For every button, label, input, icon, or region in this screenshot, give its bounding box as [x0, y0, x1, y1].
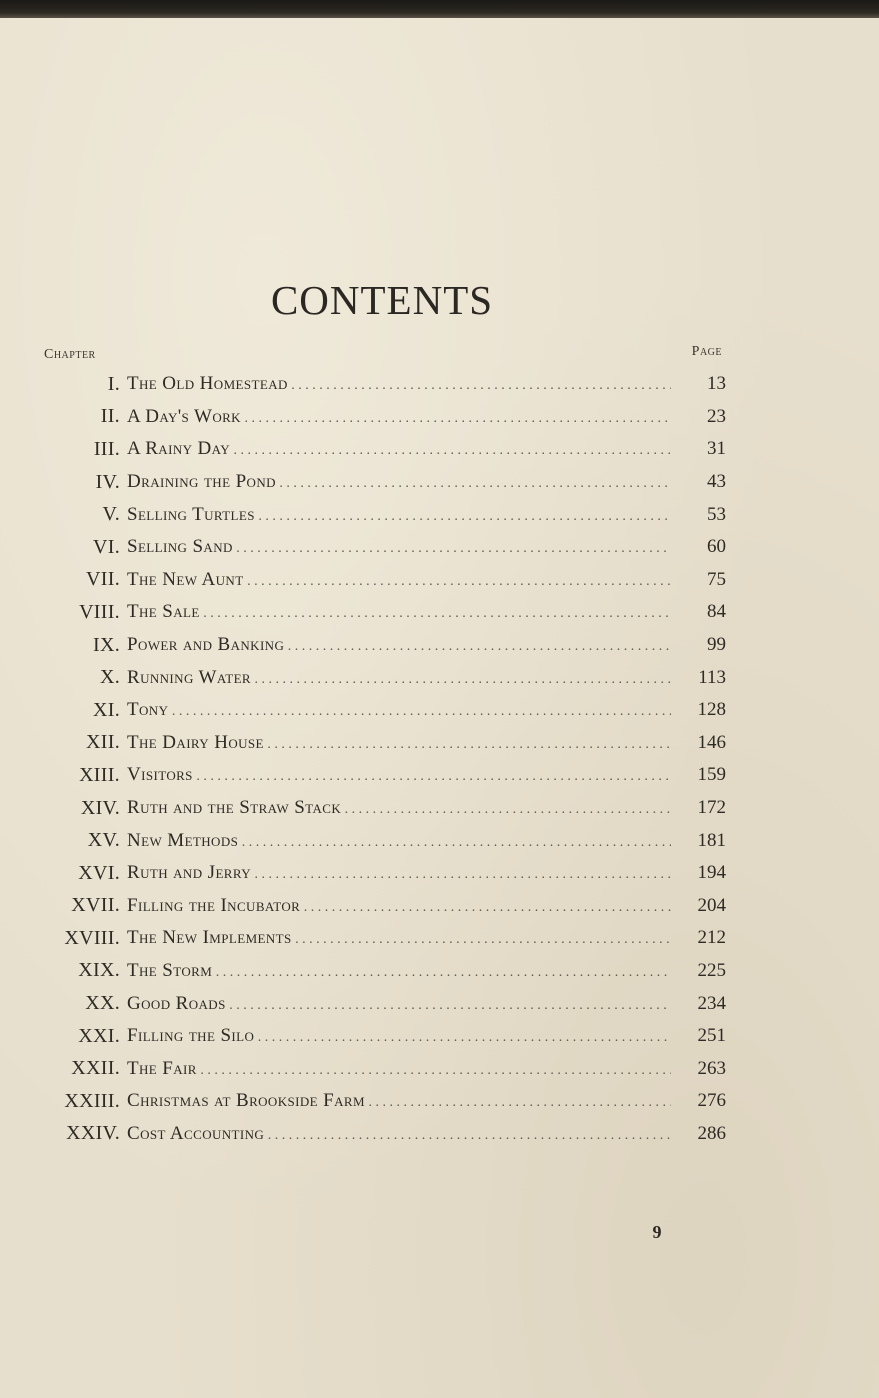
toc-entry	[0, 890, 879, 923]
chapter-page: 159	[697, 764, 726, 786]
chapter-page: 13	[707, 373, 726, 395]
chapter-number: XVI.	[78, 861, 120, 884]
chapter-number: IV.	[95, 470, 120, 493]
table-of-contents	[0, 368, 879, 1150]
chapter-page: 263	[697, 1057, 726, 1079]
chapter-title: Cost Accounting . . .	[127, 1123, 671, 1145]
chapter-number: XX.	[85, 992, 120, 1015]
toc-entry	[0, 987, 879, 1020]
chapter-page: 251	[697, 1025, 726, 1047]
chapter-number: X.	[99, 666, 120, 689]
toc-entry	[0, 759, 879, 792]
chapter-title: Good Roads . . .	[127, 993, 671, 1015]
chapter-page: 31	[707, 438, 726, 460]
toc-entry	[0, 1118, 879, 1151]
chapter-column-header: Chapter	[44, 347, 96, 362]
chapter-number: XII.	[86, 731, 120, 754]
toc-entry	[0, 466, 879, 499]
chapter-page: 212	[697, 927, 726, 949]
chapter-title: Visitors . . .	[127, 764, 671, 786]
chapter-page: 181	[697, 829, 726, 851]
chapter-title: Selling Turtles . . .	[127, 504, 671, 526]
chapter-page: 99	[707, 634, 726, 656]
chapter-page: 84	[707, 601, 726, 623]
chapter-number: VIII.	[79, 600, 120, 623]
chapter-number: IX.	[92, 633, 120, 656]
chapter-page: 194	[697, 862, 726, 884]
chapter-number: XIII.	[79, 763, 120, 786]
chapter-page: 23	[707, 405, 726, 427]
toc-entry	[0, 694, 879, 727]
toc-entry	[0, 368, 879, 401]
chapter-title: The Dairy House . . .	[127, 732, 671, 754]
chapter-number: I.	[107, 372, 120, 395]
toc-entry	[0, 857, 879, 890]
chapter-page: 60	[707, 536, 726, 558]
toc-entry	[0, 433, 879, 466]
chapter-number: XIV.	[80, 796, 120, 819]
chapter-title: The Sale . . .	[127, 601, 671, 623]
toc-entry	[0, 824, 879, 857]
chapter-number: XXII.	[71, 1057, 120, 1080]
chapter-number: XXIII.	[64, 1089, 120, 1112]
toc-entry	[0, 1085, 879, 1118]
toc-entry	[0, 955, 879, 988]
chapter-title: Ruth and the Straw Stack . . .	[127, 797, 671, 819]
chapter-page: 276	[697, 1090, 726, 1112]
chapter-title: The Fair . . .	[127, 1058, 671, 1080]
chapter-title: Filling the Incubator . . .	[127, 895, 671, 917]
chapter-title: Filling the Silo . . .	[127, 1025, 671, 1047]
chapter-number: XI.	[92, 698, 120, 721]
chapter-number: III.	[93, 437, 120, 460]
chapter-title: A Rainy Day . . .	[127, 438, 671, 460]
chapter-title: New Methods . . .	[127, 830, 671, 852]
toc-entry	[0, 531, 879, 564]
chapter-page: 53	[707, 503, 726, 525]
toc-entry	[0, 401, 879, 434]
chapter-number: XVII.	[71, 894, 120, 917]
chapter-title: Power and Banking . . .	[127, 634, 671, 656]
toc-entry	[0, 498, 879, 531]
chapter-number: XXI.	[78, 1024, 120, 1047]
page-top-edge	[0, 0, 879, 18]
chapter-number: XV.	[87, 829, 120, 852]
page-title: CONTENTS	[270, 277, 494, 323]
chapter-page: 146	[697, 731, 726, 753]
chapter-page: 234	[697, 992, 726, 1014]
chapter-page: 225	[697, 959, 726, 981]
toc-entry	[0, 661, 879, 694]
chapter-title: A Day's Work . . .	[127, 406, 671, 428]
chapter-title: The New Aunt . . .	[127, 569, 671, 591]
toc-entry	[0, 629, 879, 662]
chapter-number: V.	[102, 503, 120, 526]
toc-entry	[0, 922, 879, 955]
chapter-number: XIX.	[78, 959, 120, 982]
toc-entry	[0, 727, 879, 760]
chapter-number: XVIII.	[64, 926, 120, 949]
chapter-title: Running Water . . .	[127, 667, 671, 689]
page-number: 9	[652, 1222, 662, 1242]
toc-entry	[0, 1052, 879, 1085]
chapter-page: 172	[697, 797, 726, 819]
chapter-title: The New Implements . . .	[127, 927, 671, 949]
toc-entry	[0, 1020, 879, 1053]
page-column-header: Page	[691, 344, 722, 359]
toc-entry	[0, 564, 879, 597]
chapter-number: XXIV.	[66, 1122, 120, 1145]
chapter-title: Christmas at Brookside Farm . . .	[127, 1090, 671, 1112]
chapter-number: VI.	[92, 535, 120, 558]
chapter-page: 204	[697, 894, 726, 916]
chapter-page: 113	[698, 666, 726, 688]
chapter-title: Tony . . .	[127, 699, 671, 721]
chapter-title: Ruth and Jerry . . .	[127, 862, 671, 884]
chapter-title: Selling Sand . . .	[127, 536, 671, 558]
chapter-title: Draining the Pond . . .	[127, 471, 671, 493]
chapter-page: 75	[707, 568, 726, 590]
chapter-page: 286	[697, 1122, 726, 1144]
toc-entry	[0, 596, 879, 629]
chapter-page: 43	[707, 471, 726, 493]
chapter-number: VII.	[86, 568, 120, 591]
toc-entry	[0, 792, 879, 825]
chapter-number: II.	[100, 405, 120, 428]
chapter-title: The Old Homestead . . .	[127, 373, 671, 395]
chapter-title: The Storm . . .	[127, 960, 671, 982]
chapter-page: 128	[697, 699, 726, 721]
